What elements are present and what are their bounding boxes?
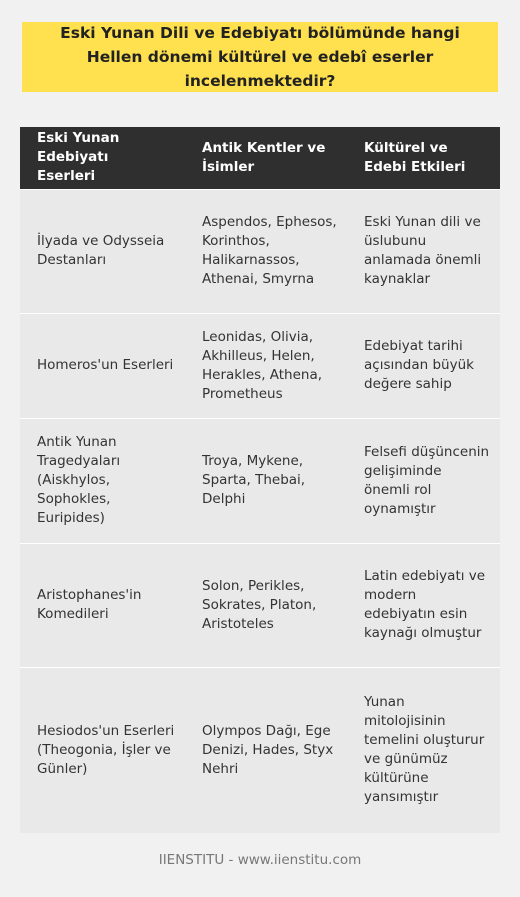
cell-effect: Edebiyat tarihi açısından büyük değere sahip — [347, 313, 500, 418]
cell-work: Aristophanes'in Komedileri — [20, 543, 185, 667]
header-effects: Kültürel ve Edebi Etkileri — [347, 127, 500, 189]
cell-cities: Leonidas, Olivia, Akhilleus, Helen, Herakles, Athena, Prometheus — [185, 313, 347, 418]
footer-credit: IIENSTITU - www.iienstitu.com — [158, 852, 362, 868]
header-cities: Antik Kentler ve İsimler — [185, 127, 347, 189]
cell-cities: Aspendos, Ephesos, Korinthos, Halikarnassos, Athenai, Smyrna — [185, 189, 347, 313]
cell-effect: Eski Yunan dili ve üslubunu anlamada önemli kaynaklar — [347, 189, 500, 313]
table-row — [20, 667, 500, 833]
cell-work: İlyada ve Odysseia Destanları — [20, 189, 185, 313]
cell-work: Hesiodos'un Eserleri (Theogonia, İşler ve Günler) — [20, 667, 185, 833]
cell-cities: Solon, Perikles, Sokrates, Platon, Aristoteles — [185, 543, 347, 667]
cell-effect: Yunan mitolojisinin temelini oluşturur ve günümüz kültürüne yansımıştır — [347, 667, 500, 833]
cell-work: Antik Yunan Tragedyaları (Aiskhylos, Sophokles, Euripides) — [20, 418, 185, 543]
table-row — [20, 313, 500, 418]
cell-cities: Olympos Dağı, Ege Denizi, Hades, Styx Nehri — [185, 667, 347, 833]
page-title: Eski Yunan Dili ve Edebiyatı bölümünde hangi Hellen dönemi kültürel ve edebî eserler incelenmektedir? — [60, 24, 460, 90]
cell-effect: Latin edebiyatı ve modern edebiyatın esin kaynağı olmuştur — [347, 543, 500, 667]
table-header-row — [20, 127, 500, 189]
cell-effect: Felsefi düşüncenin gelişiminde önemli rol oynamıştır — [347, 418, 500, 543]
title-banner — [22, 22, 498, 92]
cell-cities: Troya, Mykene, Sparta, Thebai, Delphi — [185, 418, 347, 543]
table-row — [20, 543, 500, 667]
works-table — [20, 127, 500, 833]
table-row — [20, 418, 500, 543]
cell-work: Homeros'un Eserleri — [20, 313, 185, 418]
header-works: Eski Yunan Edebiyatı Eserleri — [20, 127, 185, 189]
table-row — [20, 189, 500, 313]
